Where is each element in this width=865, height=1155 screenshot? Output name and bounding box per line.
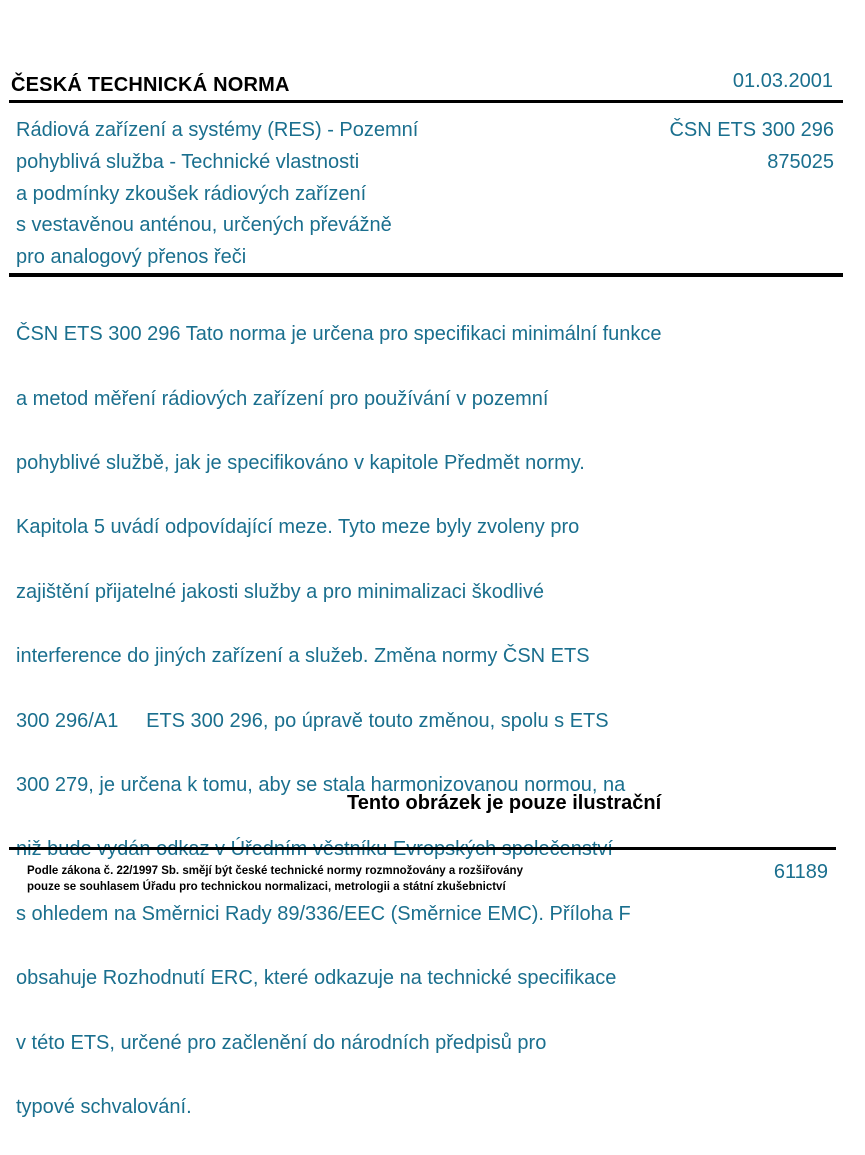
abstract-line: Kapitola 5 uvádí odpovídající meze. Tyto meze byly zvoleny pro <box>16 516 580 539</box>
abstract-line: pohyblivé službě, jak je specifikováno v kapitole Předmět normy. <box>16 452 585 475</box>
subject-line: s vestavěnou anténou, určených převážně <box>16 214 392 237</box>
class-number: 875025 <box>767 150 834 173</box>
illustration-note: Tento obrázek je pouze ilustrační <box>347 792 662 814</box>
abstract-line: typové schvalování. <box>16 1096 192 1119</box>
norm-title: ČESKÁ TECHNICKÁ NORMA <box>11 74 290 96</box>
subject-block <box>16 115 536 274</box>
abstract-line: interference do jiných zařízení a služeb. Změna normy ČSN ETS <box>16 645 590 668</box>
subject-line: a podmínky zkoušek rádiových zařízení <box>16 182 367 205</box>
middle-divider <box>9 273 843 277</box>
bottom-divider <box>9 847 836 850</box>
legal-line: Podle zákona č. 22/1997 Sb. smějí být české technické normy rozmnožovány a rozšiřovány <box>27 865 523 877</box>
top-divider <box>9 100 843 103</box>
norm-code: ČSN ETS 300 296 <box>669 119 834 141</box>
legal-line: pouze se souhlasem Úřadu pro technickou normalizaci, metrologii a státní zkušebnictví <box>27 881 506 893</box>
abstract-line: 300 279, je určena k tomu, aby se stala harmonizovanou normou, na <box>16 774 626 797</box>
catalog-number: 61189 <box>773 861 828 883</box>
subject-line: Rádiová zařízení a systémy (RES) - Pozemní <box>16 119 419 141</box>
abstract-text <box>16 286 756 1155</box>
legal-notice <box>27 863 523 895</box>
designation-block <box>669 115 834 179</box>
issue-date: 01.03.2001 <box>732 70 833 92</box>
abstract-line: a metod měření rádiových zařízení pro používání v pozemní <box>16 387 549 410</box>
abstract-line: s ohledem na Směrnici Rady 89/336/EEC (Směrnice EMC). Příloha F <box>16 902 631 925</box>
abstract-line: zajištění přijatelné jakosti služby a pro minimalizaci škodlivé <box>16 580 544 603</box>
abstract-line: obsahuje Rozhodnutí ERC, které odkazuje na technické specifikace <box>16 967 617 990</box>
abstract-line: v této ETS, určené pro začlenění do národních předpisů pro <box>16 1031 547 1054</box>
abstract-line: ČSN ETS 300 296 Tato norma je určena pro specifikaci minimální funkce <box>16 323 662 346</box>
abstract-line: 300 296/A1 ETS 300 296, po úpravě touto změnou, spolu s ETS <box>16 709 609 732</box>
subject-line: pohyblivá služba - Technické vlastnosti <box>16 150 360 173</box>
subject-line: pro analogový přenos řeči <box>16 246 247 269</box>
